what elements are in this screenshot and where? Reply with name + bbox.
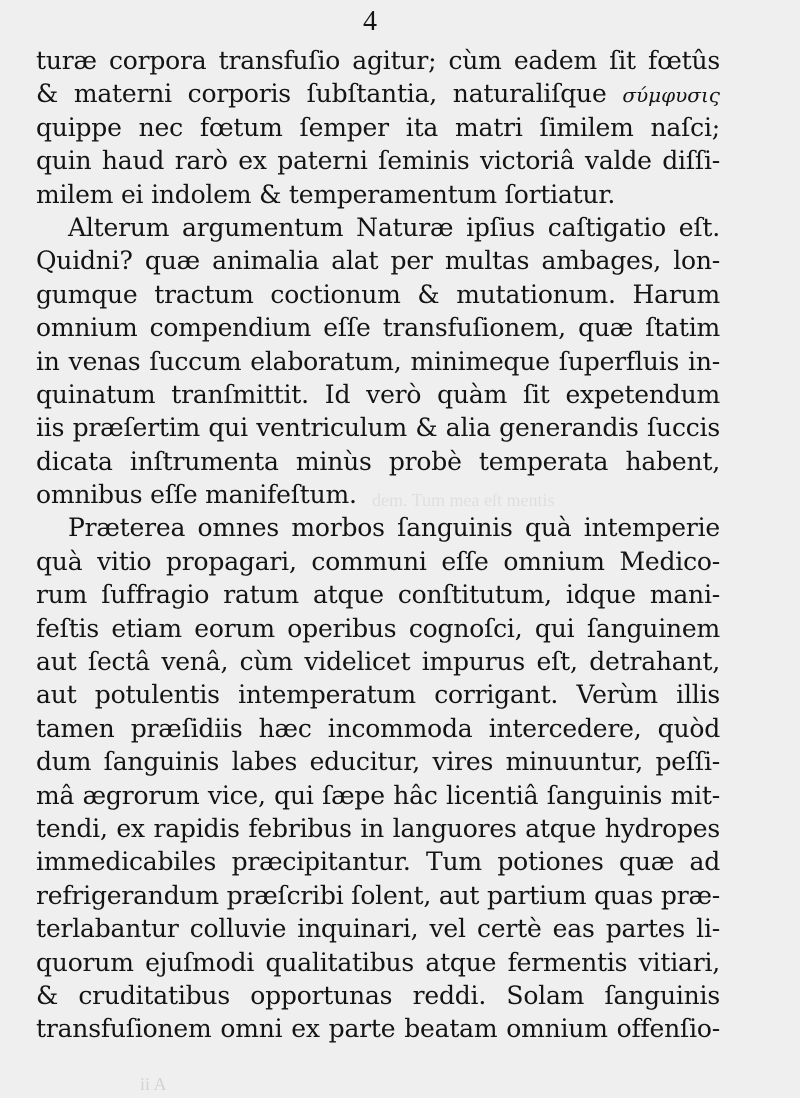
text-line-content: dum ſanguinis labes educitur, vires minuuntur, peſſi- [36, 747, 720, 777]
text-line-content: tamen præſidiis hæc incommoda intercedere, quòd [36, 713, 720, 743]
page-number: 4 [363, 6, 377, 37]
text-line-content: transfuſionem omni ex parte beatam omnium offenſio- [36, 1014, 720, 1044]
text-line-content: terlabantur colluvie inquinari, vel certè eas partes li- [36, 914, 720, 944]
signature-mark: ii A [140, 1074, 167, 1094]
text-line [36, 1012, 720, 1045]
text-line-content: rum ſuffragio ratum atque conſtitutum, idque mani- [36, 580, 720, 610]
text-line [36, 345, 720, 378]
text-line-content: quà vitio propagari, communi eſſe omnium Medico- [36, 546, 720, 576]
text-line-content: dicata inſtrumenta minùs probè temperata habent, [36, 446, 720, 476]
text-line-content: in venas ſuccum elaboratum, minimeque ſuperfluis in- [36, 346, 720, 376]
text-line [36, 545, 720, 578]
text-line [36, 378, 720, 411]
text-line [36, 44, 720, 77]
text-line [36, 211, 720, 244]
text-line [36, 812, 720, 845]
text-line-content: Præterea omnes morbos ſanguinis quà intemperie [68, 513, 720, 543]
text-line-content: quippe nec fœtum ſemper ita matri ſimilem naſci; [36, 112, 720, 142]
text-line-content: omnibus eſſe manifeſtum. [36, 480, 357, 510]
text-line [36, 511, 720, 544]
body-text [36, 44, 720, 1046]
text-line-content: quorum ejuſmodi qualitatibus atque fermentis vitiari, [36, 947, 720, 977]
text-line-content: omnium compendium eſſe transfuſionem, quæ ſtatim [36, 313, 720, 343]
text-line-content: milem ei indolem & temperamentum ſortiatur. [36, 179, 616, 209]
text-line [36, 445, 720, 478]
text-line [36, 979, 720, 1012]
text-line [36, 745, 720, 778]
text-line [36, 244, 720, 277]
text-line [36, 645, 720, 678]
text-line-content: aut ſectâ venâ, cùm videlicet impurus eſt, detrahant, [36, 647, 720, 677]
text-line-content: quin haud rarò ex paterni ſeminis victoriâ valde diſſi- [36, 146, 720, 176]
text-line-content: tendi, ex rapidis febribus in languores atque hydropes [36, 813, 720, 843]
text-line [36, 946, 720, 979]
text-line-content: mâ ægrorum vice, qui ſæpe hâc licentiâ ſanguinis mit- [36, 780, 720, 810]
show-through-text: dem. Tum mea eſt mentis [372, 490, 555, 510]
text-line [36, 144, 720, 177]
text-line-content: gumque tractum coctionum & mutationum. Harum [36, 279, 720, 309]
text-line [36, 612, 720, 645]
text-line [36, 111, 720, 144]
text-line [36, 779, 720, 812]
text-line-content: Quidni? quæ animalia alat per multas ambages, lon- [36, 246, 720, 276]
text-line [36, 278, 720, 311]
text-line [36, 178, 720, 211]
text-line-content: iis præſertim qui ventriculum & alia generandis ſuccis [36, 413, 720, 443]
text-line-content: & cruditatibus opportunas reddi. Solam ſanguinis [36, 980, 720, 1010]
text-line [36, 311, 720, 344]
text-line [36, 77, 720, 110]
text-line-content: turæ corpora transfuſio agitur; cùm eadem ſit fœtûs [36, 46, 720, 75]
text-line [36, 411, 720, 444]
text-line [36, 678, 720, 711]
text-line [36, 879, 720, 912]
text-line-content: quinatum tranſmittit. Id verò quàm ſit expetendum [36, 379, 720, 409]
text-line-content: Alterum argumentum Naturæ ipſius caſtigatio eſt. [68, 212, 720, 242]
text-line [36, 712, 720, 745]
text-line-content: feſtis etiam eorum operibus cognoſci, qui ſanguinem [36, 613, 720, 643]
text-line [36, 845, 720, 878]
text-line-content: aut potulentis intemperatum corrigant. Verùm illis [36, 680, 720, 710]
text-line [36, 578, 720, 611]
text-line [36, 912, 720, 945]
text-line-content: & materni corporis ſubſtantia, naturaliſque [36, 79, 623, 109]
greek-word: σύμφυσις [622, 83, 720, 108]
text-line-content: refrigerandum præſcribi ſolent, aut partium quas præ- [36, 880, 720, 910]
text-line-content: immedicabiles præcipitantur. Tum potiones quæ ad [36, 847, 720, 877]
